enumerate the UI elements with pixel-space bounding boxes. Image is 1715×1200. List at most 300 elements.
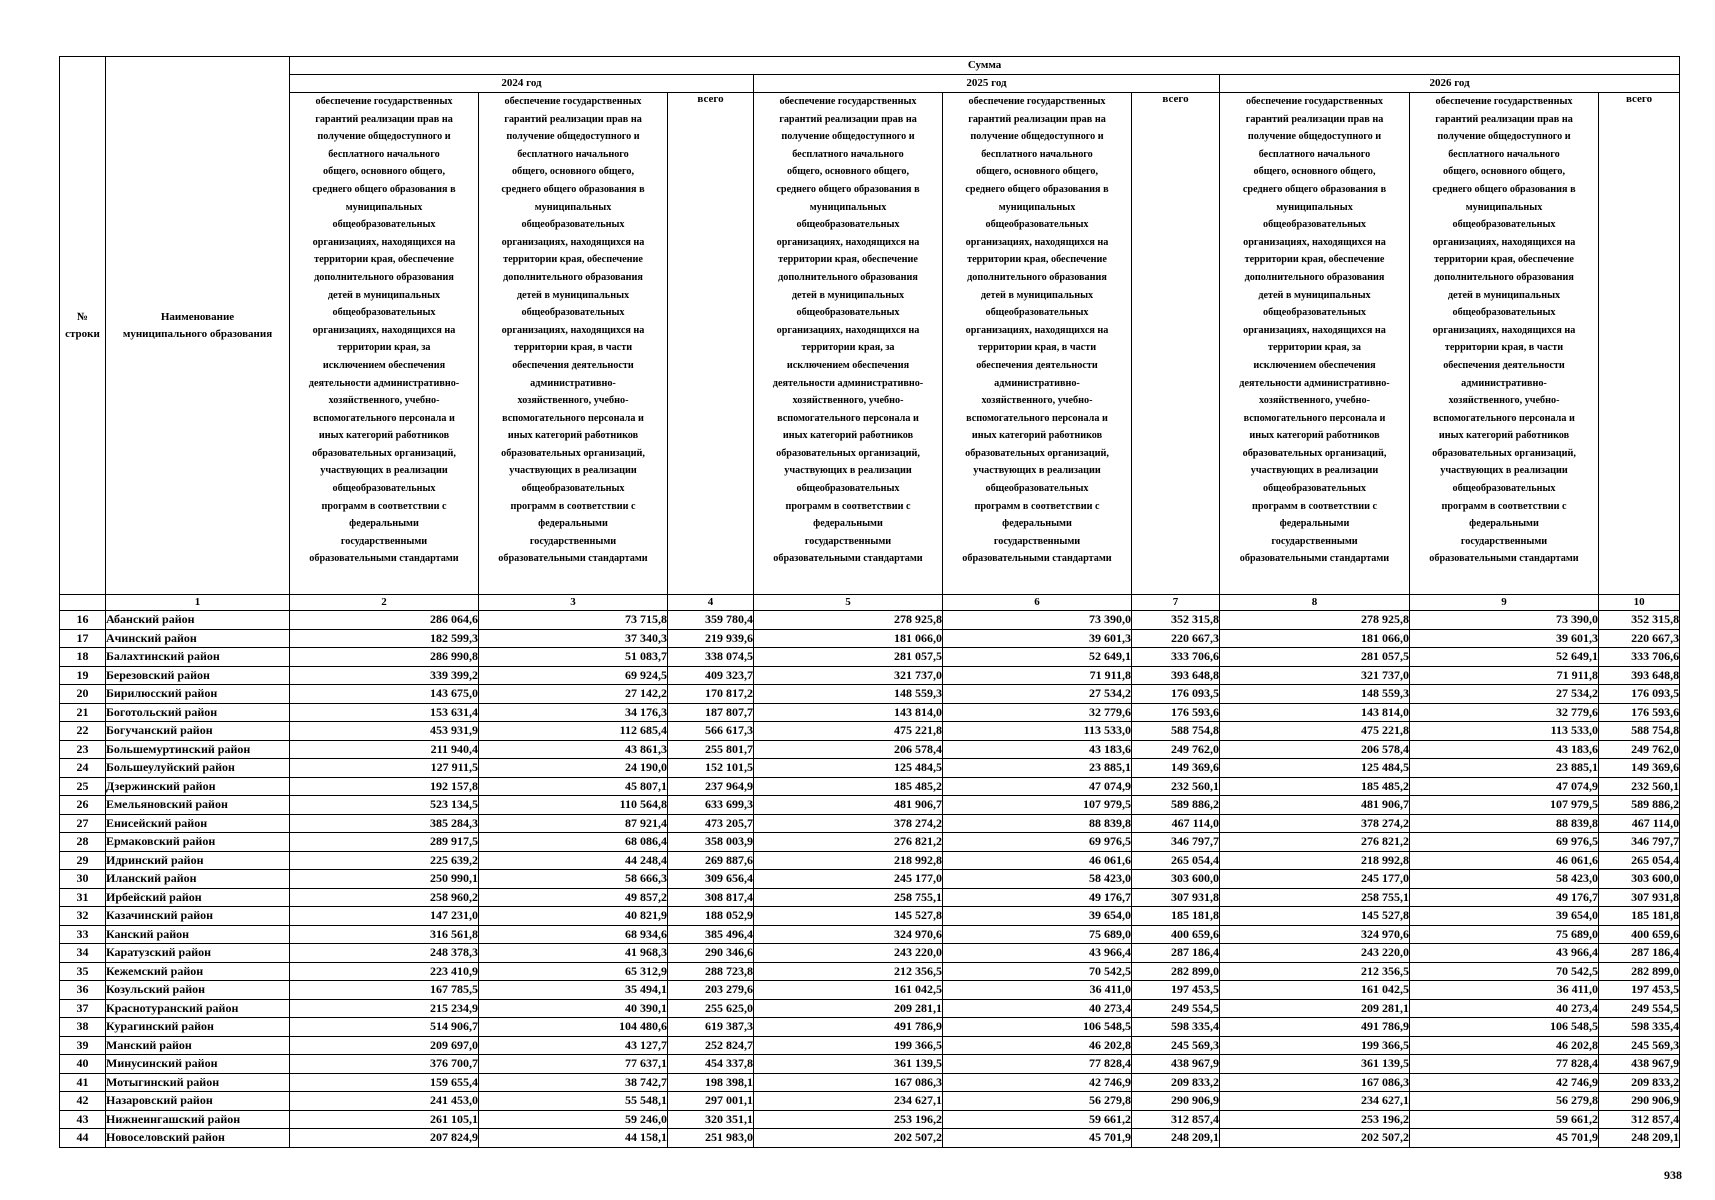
value-2025-total: 393 648,8 bbox=[1132, 666, 1220, 685]
table-row bbox=[60, 796, 1680, 815]
value-2025-a: 481 906,7 bbox=[754, 796, 943, 815]
value-2024-b: 43 127,7 bbox=[479, 1036, 668, 1055]
value-2026-a: 234 627,1 bbox=[1220, 1092, 1410, 1111]
value-2025-a: 167 086,3 bbox=[754, 1073, 943, 1092]
value-2024-a: 211 940,4 bbox=[290, 740, 479, 759]
table-row bbox=[60, 648, 1680, 667]
value-2026-total: 149 369,6 bbox=[1599, 759, 1680, 778]
municipal-budget-table bbox=[59, 56, 1680, 1148]
value-2025-a: 278 925,8 bbox=[754, 611, 943, 630]
value-2025-a: 148 559,3 bbox=[754, 685, 943, 704]
value-2025-b: 70 542,5 bbox=[943, 962, 1132, 981]
municipality-name: Козульский район bbox=[106, 981, 290, 1000]
value-2024-b: 77 637,1 bbox=[479, 1055, 668, 1074]
value-2026-total: 282 899,0 bbox=[1599, 962, 1680, 981]
value-2026-total: 467 114,0 bbox=[1599, 814, 1680, 833]
row-index: 41 bbox=[60, 1073, 106, 1092]
col-2026-total-header: всего bbox=[1599, 93, 1680, 595]
value-2025-b: 47 074,9 bbox=[943, 777, 1132, 796]
municipality-name: Курагинский район bbox=[106, 1018, 290, 1037]
value-2025-total: 176 593,6 bbox=[1132, 703, 1220, 722]
col-2025-a-header: обеспечение государственных гарантий реализации прав на получение общедоступного и бесплатного начального общего, основного общего, среднего общего образования в муниципальных общеобразовательных организациях, находящихся на территории края, обеспечение дополнительного образования детей в муниципальных общеобразовательных организациях, находящихся на территории края, за исключением обеспечения деятельности административно- хозяйственного, учебно- вспомогательного персонала и иных категорий работников образовательных организаций, участвующих в реализации общеобразовательных программ в соответствии с федеральными государственными образовательными стандартами bbox=[754, 93, 943, 595]
value-2025-total: 245 569,3 bbox=[1132, 1036, 1220, 1055]
value-2026-a: 185 485,2 bbox=[1220, 777, 1410, 796]
municipality-name: Бирилюсский район bbox=[106, 685, 290, 704]
value-2025-a: 209 281,1 bbox=[754, 999, 943, 1018]
value-2025-total: 287 186,4 bbox=[1132, 944, 1220, 963]
table-row bbox=[60, 851, 1680, 870]
value-2026-b: 73 390,0 bbox=[1410, 611, 1599, 630]
column-number: 7 bbox=[1132, 595, 1220, 611]
municipality-name: Ачинский район bbox=[106, 629, 290, 648]
value-2025-total: 589 886,2 bbox=[1132, 796, 1220, 815]
value-2025-total: 333 706,6 bbox=[1132, 648, 1220, 667]
municipality-name: Ирбейский район bbox=[106, 888, 290, 907]
value-2025-b: 39 601,3 bbox=[943, 629, 1132, 648]
value-2024-a: 223 410,9 bbox=[290, 962, 479, 981]
municipality-name: Манский район bbox=[106, 1036, 290, 1055]
value-2025-a: 276 821,2 bbox=[754, 833, 943, 852]
table-row bbox=[60, 833, 1680, 852]
table-row bbox=[60, 1110, 1680, 1129]
row-index: 16 bbox=[60, 611, 106, 630]
value-2024-b: 40 821,9 bbox=[479, 907, 668, 926]
value-2024-a: 182 599,3 bbox=[290, 629, 479, 648]
value-2024-total: 251 983,0 bbox=[668, 1129, 754, 1148]
value-2026-b: 59 661,2 bbox=[1410, 1110, 1599, 1129]
value-2024-a: 207 824,9 bbox=[290, 1129, 479, 1148]
value-2026-b: 43 183,6 bbox=[1410, 740, 1599, 759]
value-2024-a: 167 785,5 bbox=[290, 981, 479, 1000]
value-2024-b: 45 807,1 bbox=[479, 777, 668, 796]
value-2026-total: 185 181,8 bbox=[1599, 907, 1680, 926]
municipality-name: Емельяновский район bbox=[106, 796, 290, 815]
value-2024-total: 255 625,0 bbox=[668, 999, 754, 1018]
municipality-name: Большеулуйский район bbox=[106, 759, 290, 778]
value-2025-b: 69 976,5 bbox=[943, 833, 1132, 852]
value-2025-total: 588 754,8 bbox=[1132, 722, 1220, 741]
value-2026-b: 27 534,2 bbox=[1410, 685, 1599, 704]
value-2024-total: 269 887,6 bbox=[668, 851, 754, 870]
value-2024-a: 159 655,4 bbox=[290, 1073, 479, 1092]
value-2025-b: 45 701,9 bbox=[943, 1129, 1132, 1148]
value-2025-b: 40 273,4 bbox=[943, 999, 1132, 1018]
municipality-name: Большемуртинский район bbox=[106, 740, 290, 759]
table-row bbox=[60, 925, 1680, 944]
value-2024-b: 51 083,7 bbox=[479, 648, 668, 667]
value-2026-b: 45 701,9 bbox=[1410, 1129, 1599, 1148]
value-2026-total: 176 093,5 bbox=[1599, 685, 1680, 704]
value-2026-b: 42 746,9 bbox=[1410, 1073, 1599, 1092]
value-2026-total: 589 886,2 bbox=[1599, 796, 1680, 815]
value-2026-b: 71 911,8 bbox=[1410, 666, 1599, 685]
value-2026-a: 378 274,2 bbox=[1220, 814, 1410, 833]
value-2025-a: 212 356,5 bbox=[754, 962, 943, 981]
row-index: 17 bbox=[60, 629, 106, 648]
value-2025-a: 199 366,5 bbox=[754, 1036, 943, 1055]
value-2024-total: 203 279,6 bbox=[668, 981, 754, 1000]
municipality-name: Березовский район bbox=[106, 666, 290, 685]
value-2026-total: 598 335,4 bbox=[1599, 1018, 1680, 1037]
value-2025-total: 303 600,0 bbox=[1132, 870, 1220, 889]
value-2025-a: 234 627,1 bbox=[754, 1092, 943, 1111]
value-2026-a: 161 042,5 bbox=[1220, 981, 1410, 1000]
value-2026-b: 46 061,6 bbox=[1410, 851, 1599, 870]
row-index: 26 bbox=[60, 796, 106, 815]
value-2024-total: 338 074,5 bbox=[668, 648, 754, 667]
value-2024-total: 152 101,5 bbox=[668, 759, 754, 778]
value-2024-b: 43 861,3 bbox=[479, 740, 668, 759]
value-2026-total: 303 600,0 bbox=[1599, 870, 1680, 889]
value-2026-total: 245 569,3 bbox=[1599, 1036, 1680, 1055]
year-2026-header: 2026 год bbox=[1220, 75, 1680, 93]
value-2025-total: 249 554,5 bbox=[1132, 999, 1220, 1018]
value-2024-total: 473 205,7 bbox=[668, 814, 754, 833]
value-2025-b: 59 661,2 bbox=[943, 1110, 1132, 1129]
municipality-name: Идринский район bbox=[106, 851, 290, 870]
row-index: 42 bbox=[60, 1092, 106, 1111]
value-2024-b: 55 548,1 bbox=[479, 1092, 668, 1111]
table-row bbox=[60, 1018, 1680, 1037]
value-2026-b: 69 976,5 bbox=[1410, 833, 1599, 852]
value-2025-total: 197 453,5 bbox=[1132, 981, 1220, 1000]
column-number: 5 bbox=[754, 595, 943, 611]
value-2026-a: 281 057,5 bbox=[1220, 648, 1410, 667]
value-2025-total: 176 093,5 bbox=[1132, 685, 1220, 704]
value-2024-b: 41 968,3 bbox=[479, 944, 668, 963]
row-index: 36 bbox=[60, 981, 106, 1000]
table-row bbox=[60, 962, 1680, 981]
table-row bbox=[60, 999, 1680, 1018]
value-2025-a: 361 139,5 bbox=[754, 1055, 943, 1074]
value-2025-b: 27 534,2 bbox=[943, 685, 1132, 704]
value-2024-b: 87 921,4 bbox=[479, 814, 668, 833]
value-2025-b: 23 885,1 bbox=[943, 759, 1132, 778]
table-row bbox=[60, 1036, 1680, 1055]
value-2026-a: 218 992,8 bbox=[1220, 851, 1410, 870]
value-2024-b: 44 248,4 bbox=[479, 851, 668, 870]
column-number: 1 bbox=[106, 595, 290, 611]
value-2025-a: 321 737,0 bbox=[754, 666, 943, 685]
value-2026-a: 253 196,2 bbox=[1220, 1110, 1410, 1129]
table-row bbox=[60, 722, 1680, 741]
value-2024-total: 252 824,7 bbox=[668, 1036, 754, 1055]
value-2026-a: 475 221,8 bbox=[1220, 722, 1410, 741]
municipality-name: Мотыгинский район bbox=[106, 1073, 290, 1092]
value-2025-a: 143 814,0 bbox=[754, 703, 943, 722]
column-number-blank bbox=[60, 595, 106, 611]
value-2026-a: 209 281,1 bbox=[1220, 999, 1410, 1018]
value-2025-b: 75 689,0 bbox=[943, 925, 1132, 944]
value-2026-a: 181 066,0 bbox=[1220, 629, 1410, 648]
value-2026-total: 393 648,8 bbox=[1599, 666, 1680, 685]
col-2026-a-header: обеспечение государственных гарантий реализации прав на получение общедоступного и бесплатного начального общего, основного общего, среднего общего образования в муниципальных общеобразовательных организациях, находящихся на территории края, обеспечение дополнительного образования детей в муниципальных общеобразовательных организациях, находящихся на территории края, за исключением обеспечения деятельности административно- хозяйственного, учебно- вспомогательного персонала и иных категорий работников образовательных организаций, участвующих в реализации общеобразовательных программ в соответствии с федеральными государственными образовательными стандартами bbox=[1220, 93, 1410, 595]
value-2025-b: 56 279,8 bbox=[943, 1092, 1132, 1111]
value-2026-total: 249 554,5 bbox=[1599, 999, 1680, 1018]
value-2024-a: 143 675,0 bbox=[290, 685, 479, 704]
value-2024-b: 49 857,2 bbox=[479, 888, 668, 907]
value-2025-a: 185 485,2 bbox=[754, 777, 943, 796]
value-2025-b: 46 061,6 bbox=[943, 851, 1132, 870]
value-2025-b: 42 746,9 bbox=[943, 1073, 1132, 1092]
value-2025-b: 73 390,0 bbox=[943, 611, 1132, 630]
row-index: 25 bbox=[60, 777, 106, 796]
value-2024-b: 34 176,3 bbox=[479, 703, 668, 722]
value-2026-total: 197 453,5 bbox=[1599, 981, 1680, 1000]
table-row bbox=[60, 870, 1680, 889]
value-2024-total: 237 964,9 bbox=[668, 777, 754, 796]
row-index: 32 bbox=[60, 907, 106, 926]
value-2024-b: 69 924,5 bbox=[479, 666, 668, 685]
value-2024-total: 170 817,2 bbox=[668, 685, 754, 704]
value-2026-a: 321 737,0 bbox=[1220, 666, 1410, 685]
table-row bbox=[60, 685, 1680, 704]
row-index: 34 bbox=[60, 944, 106, 963]
value-2025-a: 161 042,5 bbox=[754, 981, 943, 1000]
value-2025-total: 312 857,4 bbox=[1132, 1110, 1220, 1129]
value-2024-a: 289 917,5 bbox=[290, 833, 479, 852]
value-2026-total: 249 762,0 bbox=[1599, 740, 1680, 759]
value-2024-b: 68 934,6 bbox=[479, 925, 668, 944]
value-2025-a: 245 177,0 bbox=[754, 870, 943, 889]
value-2024-total: 309 656,4 bbox=[668, 870, 754, 889]
value-2024-a: 453 931,9 bbox=[290, 722, 479, 741]
table-row bbox=[60, 777, 1680, 796]
value-2026-a: 278 925,8 bbox=[1220, 611, 1410, 630]
value-2026-total: 248 209,1 bbox=[1599, 1129, 1680, 1148]
column-number: 2 bbox=[290, 595, 479, 611]
value-2026-total: 220 667,3 bbox=[1599, 629, 1680, 648]
table-row bbox=[60, 944, 1680, 963]
value-2026-b: 23 885,1 bbox=[1410, 759, 1599, 778]
value-2024-a: 385 284,3 bbox=[290, 814, 479, 833]
table-row bbox=[60, 1073, 1680, 1092]
value-2026-b: 32 779,6 bbox=[1410, 703, 1599, 722]
value-2025-total: 265 054,4 bbox=[1132, 851, 1220, 870]
value-2025-a: 378 274,2 bbox=[754, 814, 943, 833]
table-row bbox=[60, 759, 1680, 778]
value-2024-b: 24 190,0 bbox=[479, 759, 668, 778]
value-2026-b: 75 689,0 bbox=[1410, 925, 1599, 944]
value-2024-a: 248 378,3 bbox=[290, 944, 479, 963]
value-2026-b: 107 979,5 bbox=[1410, 796, 1599, 815]
column-number: 6 bbox=[943, 595, 1132, 611]
table-row bbox=[60, 666, 1680, 685]
value-2025-a: 206 578,4 bbox=[754, 740, 943, 759]
value-2026-b: 113 533,0 bbox=[1410, 722, 1599, 741]
value-2025-total: 307 931,8 bbox=[1132, 888, 1220, 907]
value-2026-total: 287 186,4 bbox=[1599, 944, 1680, 963]
value-2024-total: 320 351,1 bbox=[668, 1110, 754, 1129]
value-2025-b: 113 533,0 bbox=[943, 722, 1132, 741]
value-2026-total: 290 906,9 bbox=[1599, 1092, 1680, 1111]
value-2024-total: 288 723,8 bbox=[668, 962, 754, 981]
municipality-name: Нижнеингашский район bbox=[106, 1110, 290, 1129]
value-2024-a: 225 639,2 bbox=[290, 851, 479, 870]
value-2025-total: 598 335,4 bbox=[1132, 1018, 1220, 1037]
municipality-name: Канский район bbox=[106, 925, 290, 944]
page-number: 938 bbox=[1664, 1168, 1682, 1182]
value-2025-total: 467 114,0 bbox=[1132, 814, 1220, 833]
row-index: 22 bbox=[60, 722, 106, 741]
table-row bbox=[60, 629, 1680, 648]
value-2026-a: 212 356,5 bbox=[1220, 962, 1410, 981]
value-2024-b: 59 246,0 bbox=[479, 1110, 668, 1129]
value-2025-b: 106 548,5 bbox=[943, 1018, 1132, 1037]
value-2024-total: 409 323,7 bbox=[668, 666, 754, 685]
value-2025-a: 253 196,2 bbox=[754, 1110, 943, 1129]
year-2024-header: 2024 год bbox=[290, 75, 754, 93]
municipality-name: Балахтинский район bbox=[106, 648, 290, 667]
value-2026-total: 588 754,8 bbox=[1599, 722, 1680, 741]
value-2024-a: 127 911,5 bbox=[290, 759, 479, 778]
value-2026-a: 481 906,7 bbox=[1220, 796, 1410, 815]
value-2024-a: 339 399,2 bbox=[290, 666, 479, 685]
value-2024-total: 358 003,9 bbox=[668, 833, 754, 852]
value-2024-a: 316 561,8 bbox=[290, 925, 479, 944]
table-row bbox=[60, 1092, 1680, 1111]
value-2025-a: 218 992,8 bbox=[754, 851, 943, 870]
table-row bbox=[60, 1055, 1680, 1074]
value-2025-total: 185 181,8 bbox=[1132, 907, 1220, 926]
value-2026-b: 39 601,3 bbox=[1410, 629, 1599, 648]
value-2026-b: 39 654,0 bbox=[1410, 907, 1599, 926]
value-2025-a: 281 057,5 bbox=[754, 648, 943, 667]
column-number: 10 bbox=[1599, 595, 1680, 611]
value-2024-b: 37 340,3 bbox=[479, 629, 668, 648]
value-2026-a: 324 970,6 bbox=[1220, 925, 1410, 944]
value-2025-b: 77 828,4 bbox=[943, 1055, 1132, 1074]
value-2025-a: 258 755,1 bbox=[754, 888, 943, 907]
value-2024-a: 215 234,9 bbox=[290, 999, 479, 1018]
value-2026-b: 46 202,8 bbox=[1410, 1036, 1599, 1055]
value-2024-a: 376 700,7 bbox=[290, 1055, 479, 1074]
value-2026-a: 143 814,0 bbox=[1220, 703, 1410, 722]
value-2026-b: 36 411,0 bbox=[1410, 981, 1599, 1000]
value-2025-b: 71 911,8 bbox=[943, 666, 1132, 685]
value-2024-b: 35 494,1 bbox=[479, 981, 668, 1000]
value-2024-total: 187 807,7 bbox=[668, 703, 754, 722]
value-2024-total: 566 617,3 bbox=[668, 722, 754, 741]
table-row bbox=[60, 888, 1680, 907]
value-2025-a: 243 220,0 bbox=[754, 944, 943, 963]
value-2026-b: 77 828,4 bbox=[1410, 1055, 1599, 1074]
value-2026-b: 56 279,8 bbox=[1410, 1092, 1599, 1111]
value-2025-total: 249 762,0 bbox=[1132, 740, 1220, 759]
column-number: 4 bbox=[668, 595, 754, 611]
value-2026-total: 352 315,8 bbox=[1599, 611, 1680, 630]
value-2024-b: 38 742,7 bbox=[479, 1073, 668, 1092]
value-2024-b: 27 142,2 bbox=[479, 685, 668, 704]
row-index: 44 bbox=[60, 1129, 106, 1148]
row-index: 19 bbox=[60, 666, 106, 685]
municipality-name: Боготольский район bbox=[106, 703, 290, 722]
value-2024-a: 241 453,0 bbox=[290, 1092, 479, 1111]
value-2026-total: 209 833,2 bbox=[1599, 1073, 1680, 1092]
municipality-name: Назаровский район bbox=[106, 1092, 290, 1111]
value-2025-total: 352 315,8 bbox=[1132, 611, 1220, 630]
table-row bbox=[60, 611, 1680, 630]
row-index: 27 bbox=[60, 814, 106, 833]
row-index: 31 bbox=[60, 888, 106, 907]
value-2025-total: 149 369,6 bbox=[1132, 759, 1220, 778]
row-index: 38 bbox=[60, 1018, 106, 1037]
value-2024-total: 188 052,9 bbox=[668, 907, 754, 926]
value-2026-b: 106 548,5 bbox=[1410, 1018, 1599, 1037]
row-index: 30 bbox=[60, 870, 106, 889]
value-2026-a: 361 139,5 bbox=[1220, 1055, 1410, 1074]
year-2025-header: 2025 год bbox=[754, 75, 1220, 93]
municipality-name: Каратузский район bbox=[106, 944, 290, 963]
value-2024-a: 523 134,5 bbox=[290, 796, 479, 815]
value-2024-a: 153 631,4 bbox=[290, 703, 479, 722]
table-row bbox=[60, 1129, 1680, 1148]
value-2024-b: 65 312,9 bbox=[479, 962, 668, 981]
col-2025-b-header: обеспечение государственных гарантий реализации прав на получение общедоступного и бесплатного начального общего, основного общего, среднего общего образования в муниципальных общеобразовательных организациях, находящихся на территории края, обеспечение дополнительного образования детей в муниципальных общеобразовательных организациях, находящихся на территории края, в части обеспечения деятельности административно- хозяйственного, учебно- вспомогательного персонала и иных категорий работников образовательных организаций, участвующих в реализации общеобразовательных программ в соответствии с федеральными государственными образовательными стандартами bbox=[943, 93, 1132, 595]
municipality-name: Новоселовский район bbox=[106, 1129, 290, 1148]
value-2025-total: 232 560,1 bbox=[1132, 777, 1220, 796]
value-2024-a: 286 064,6 bbox=[290, 611, 479, 630]
municipality-name: Кежемский район bbox=[106, 962, 290, 981]
value-2025-b: 46 202,8 bbox=[943, 1036, 1132, 1055]
row-index: 33 bbox=[60, 925, 106, 944]
col-2026-b-header: обеспечение государственных гарантий реализации прав на получение общедоступного и бесплатного начального общего, основного общего, среднего общего образования в муниципальных общеобразовательных организациях, находящихся на территории края, обеспечение дополнительного образования детей в муниципальных общеобразовательных организациях, находящихся на территории края, в части обеспечения деятельности административно- хозяйственного, учебно- вспомогательного персонала и иных категорий работников образовательных организаций, участвующих в реализации общеобразовательных программ в соответствии с федеральными государственными образовательными стандартами bbox=[1410, 93, 1599, 595]
value-2024-a: 147 231,0 bbox=[290, 907, 479, 926]
municipality-name: Абанский район bbox=[106, 611, 290, 630]
municipality-name: Казачинский район bbox=[106, 907, 290, 926]
value-2026-total: 232 560,1 bbox=[1599, 777, 1680, 796]
value-2026-b: 47 074,9 bbox=[1410, 777, 1599, 796]
value-2026-a: 199 366,5 bbox=[1220, 1036, 1410, 1055]
table-row bbox=[60, 740, 1680, 759]
value-2025-total: 346 797,7 bbox=[1132, 833, 1220, 852]
value-2024-b: 44 158,1 bbox=[479, 1129, 668, 1148]
value-2024-total: 633 699,3 bbox=[668, 796, 754, 815]
value-2025-b: 107 979,5 bbox=[943, 796, 1132, 815]
value-2025-b: 36 411,0 bbox=[943, 981, 1132, 1000]
value-2024-total: 619 387,3 bbox=[668, 1018, 754, 1037]
value-2026-a: 167 086,3 bbox=[1220, 1073, 1410, 1092]
value-2026-a: 276 821,2 bbox=[1220, 833, 1410, 852]
value-2025-b: 43 966,4 bbox=[943, 944, 1132, 963]
row-index: 23 bbox=[60, 740, 106, 759]
value-2026-a: 491 786,9 bbox=[1220, 1018, 1410, 1037]
row-number-header: № строки bbox=[60, 57, 106, 595]
value-2024-a: 258 960,2 bbox=[290, 888, 479, 907]
value-2025-a: 202 507,2 bbox=[754, 1129, 943, 1148]
value-2024-a: 514 906,7 bbox=[290, 1018, 479, 1037]
value-2026-b: 43 966,4 bbox=[1410, 944, 1599, 963]
value-2024-total: 297 001,1 bbox=[668, 1092, 754, 1111]
value-2026-a: 148 559,3 bbox=[1220, 685, 1410, 704]
value-2024-a: 192 157,8 bbox=[290, 777, 479, 796]
sum-header: Сумма bbox=[290, 57, 1680, 75]
value-2026-b: 49 176,7 bbox=[1410, 888, 1599, 907]
row-index: 24 bbox=[60, 759, 106, 778]
value-2024-b: 40 390,1 bbox=[479, 999, 668, 1018]
municipality-name: Дзержинский район bbox=[106, 777, 290, 796]
table-row bbox=[60, 981, 1680, 1000]
value-2026-a: 245 177,0 bbox=[1220, 870, 1410, 889]
value-2026-a: 145 527,8 bbox=[1220, 907, 1410, 926]
col-2024-b-header: обеспечение государственных гарантий реализации прав на получение общедоступного и бесплатного начального общего, основного общего, среднего общего образования в муниципальных общеобразовательных организациях, находящихся на территории края, обеспечение дополнительного образования детей в муниципальных общеобразовательных организациях, находящихся на территории края, в части обеспечения деятельности административно- хозяйственного, учебно- вспомогательного персонала и иных категорий работников образовательных организаций, участвующих в реализации общеобразовательных программ в соответствии с федеральными государственными образовательными стандартами bbox=[479, 93, 668, 595]
value-2026-total: 438 967,9 bbox=[1599, 1055, 1680, 1074]
value-2024-b: 112 685,4 bbox=[479, 722, 668, 741]
value-2025-b: 43 183,6 bbox=[943, 740, 1132, 759]
row-index: 43 bbox=[60, 1110, 106, 1129]
value-2025-b: 49 176,7 bbox=[943, 888, 1132, 907]
budget-table-document bbox=[59, 56, 1680, 1148]
